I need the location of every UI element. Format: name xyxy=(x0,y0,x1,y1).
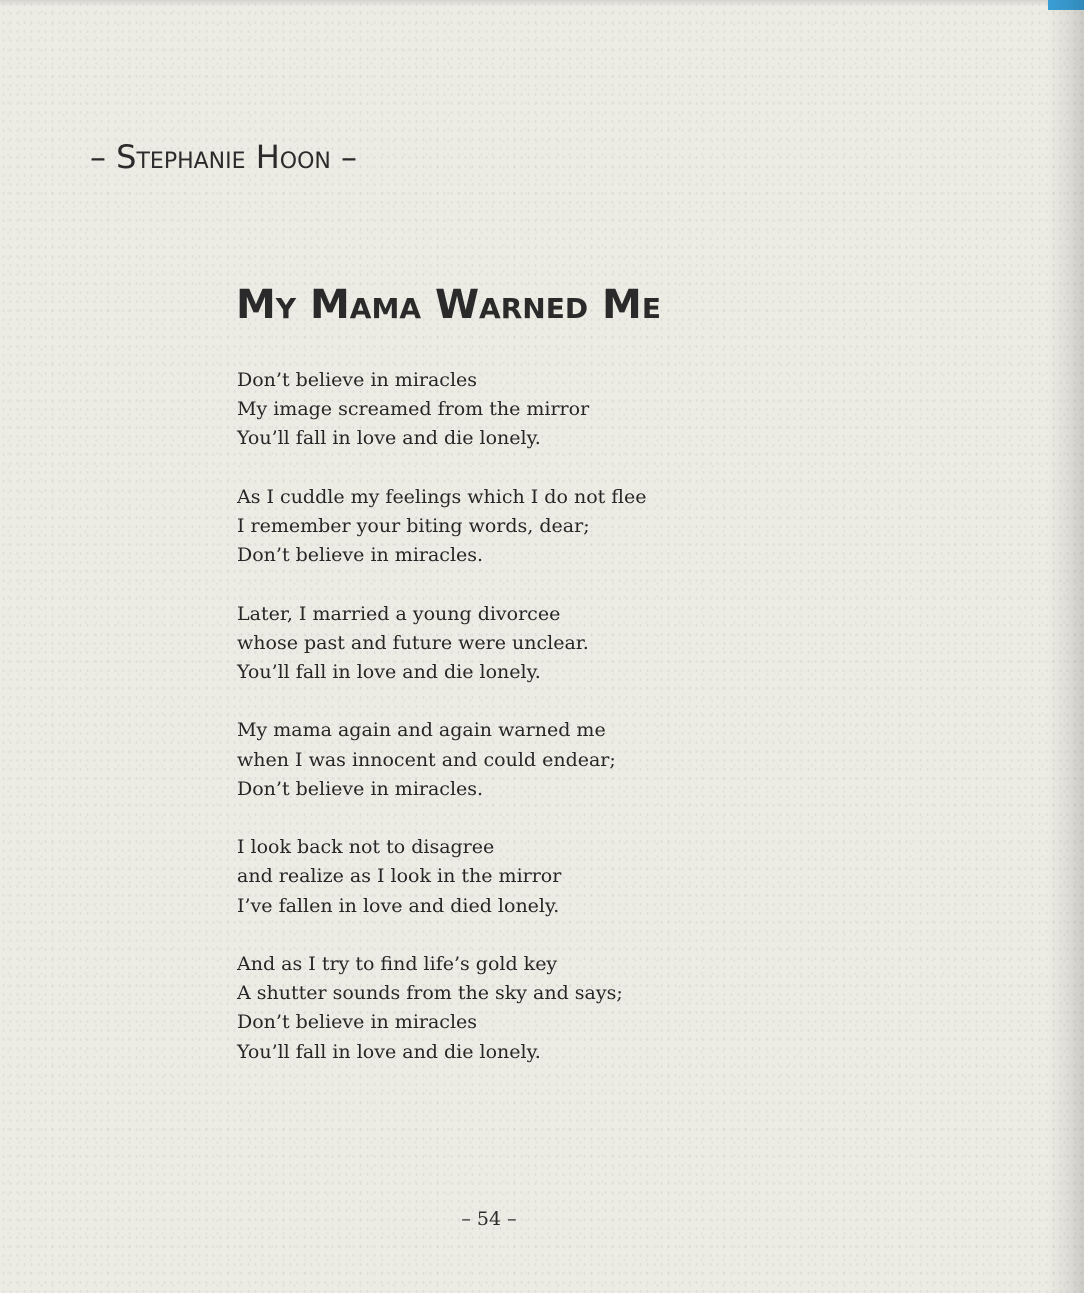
poem-line: Later, I married a young divorcee xyxy=(237,602,561,625)
poem-line: You’ll fall in love and die lonely. xyxy=(237,427,541,450)
stanza-4 xyxy=(237,716,646,804)
book-spine-shadow xyxy=(1046,0,1084,1293)
poem-line: My image screamed from the mirror xyxy=(237,398,590,421)
stanza-5 xyxy=(237,833,646,921)
poem-line: Don’t believe in miracles. xyxy=(237,777,484,800)
poem-line: Don’t believe in miracles xyxy=(237,369,478,391)
poem-line: My mama again and again warned me xyxy=(237,719,606,742)
poem-line: A shutter sounds from the sky and says; xyxy=(237,982,623,1005)
stanza-2 xyxy=(237,483,646,571)
poem-line: As I cuddle my feelings which I do not flee xyxy=(237,485,647,508)
poem-line: You’ll fall in love and die lonely. xyxy=(237,1040,541,1063)
poem-line: I remember your biting words, dear; xyxy=(237,515,590,537)
stanza-3 xyxy=(237,600,646,688)
poem-body xyxy=(237,366,646,1096)
poem-line: And as I try to find life’s gold key xyxy=(237,952,558,975)
poem-line: and realize as I look in the mirror xyxy=(237,865,562,888)
poem-line: I look back not to disagree xyxy=(237,836,495,859)
poem-line: whose past and future were unclear. xyxy=(237,631,589,654)
author-heading: – Stephanie Hoon – xyxy=(90,138,358,176)
poem-line: You’ll fall in love and die lonely. xyxy=(237,661,541,683)
poem-line: Don’t believe in miracles. xyxy=(237,544,484,567)
poem-line: I’ve fallen in love and died lonely. xyxy=(237,894,560,917)
stanza-1 xyxy=(237,366,646,454)
poem-line: when I was innocent and could endear; xyxy=(237,748,616,771)
poem-title: My Mama Warned Me xyxy=(236,282,661,328)
poem-line: Don’t believe in miracles xyxy=(237,1011,478,1034)
stanza-6 xyxy=(237,950,646,1067)
page-top-shadow xyxy=(0,0,1084,6)
page-number: – 54 – xyxy=(461,1208,517,1230)
